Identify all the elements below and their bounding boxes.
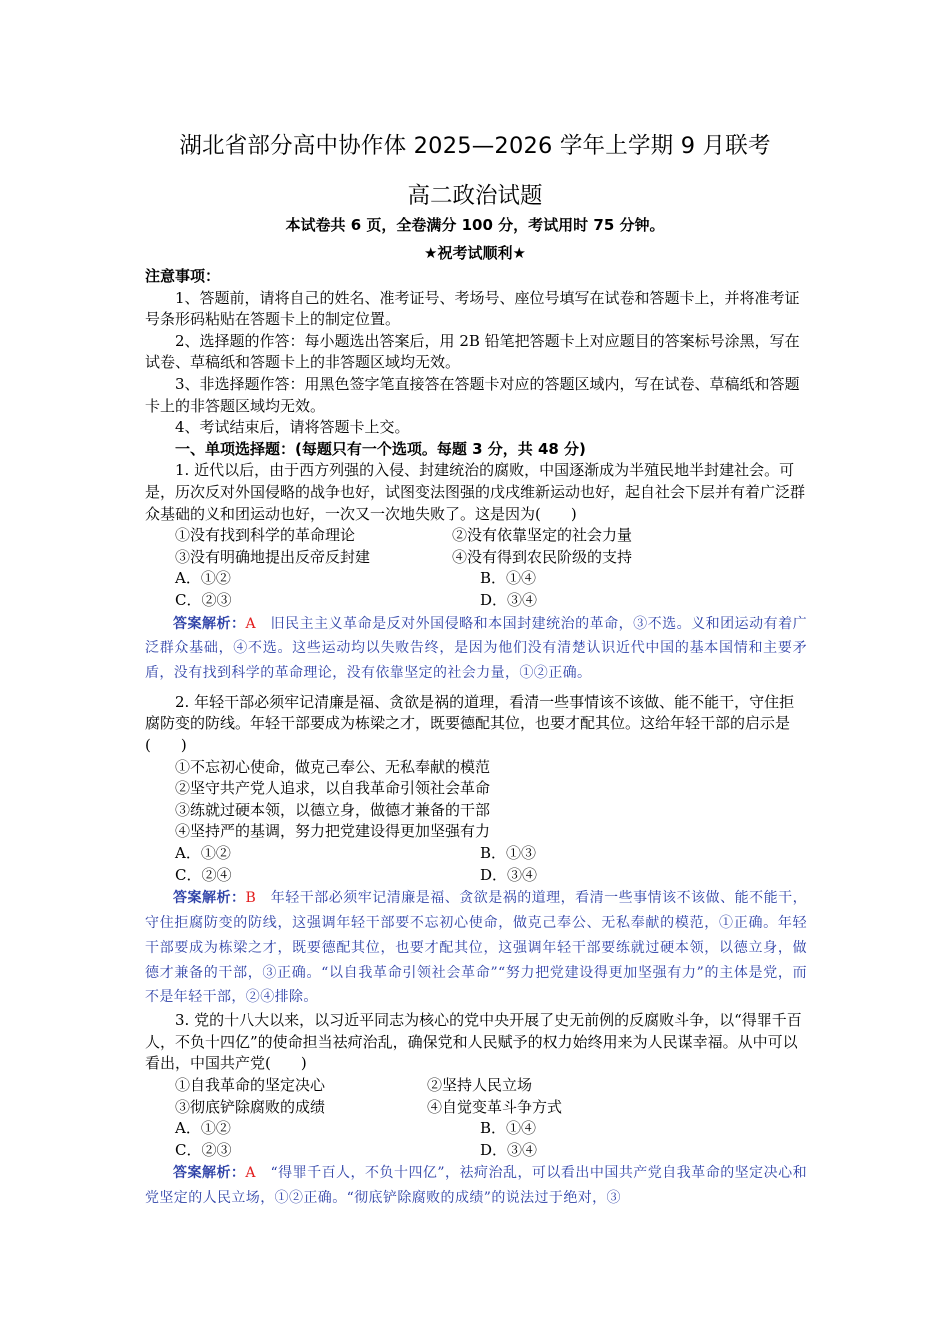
question-stem: 3. 党的十八大以来，以习近平同志为核心的党中央开展了史无前例的反腐败斗争，以“得罪千百人，不负十四亿”的使命担当祛疴治乱，确保党和人民赋予的权力始终用来为人民谋幸福。从中可以看出，中国共产党( ) — [145, 1011, 802, 1073]
statement: ③没有明确地提出反帝反封建 — [175, 547, 371, 566]
choice-row — [145, 568, 807, 590]
answer-text: “得罪千百人，不负十四亿”，祛疴治乱，可以看出中国共产党自我革命的坚定决心和党坚定的人民立场，①②正确。“彻底铲除腐败的成绩”的说法过于绝对，③ — [145, 1165, 807, 1207]
section-heading: 一、单项选择题：(每题只有一个选项。每题 3 分，共 48 分) — [175, 439, 586, 458]
choice-d: D．③④ — [480, 1140, 538, 1159]
choice-a: A．①② — [175, 1119, 231, 1138]
choice-a: A．①② — [175, 844, 231, 863]
exam-title: 湖北省部分高中协作体 2025—2026 学年上学期 9 月联考 — [179, 133, 771, 159]
choice-row — [145, 843, 807, 865]
answer-key: A — [245, 615, 257, 632]
notice-item: 2、选择题的作答：每小题选出答案后，用 2B 铅笔把答题卡上对应题目的答案标号涂黑，写在试卷、草稿纸和答题卡上的非答题区域均无效。 — [145, 331, 800, 372]
answer-explanation — [145, 886, 807, 1010]
answer-key: A — [245, 1165, 256, 1182]
exam-info: 本试卷共 6 页，全卷满分 100 分，考试用时 75 分钟。 — [285, 216, 665, 234]
notice-item: 1、答题前，请将自己的姓名、准考证号、考场号、座位号填写在试卷和答题卡上，并将准考证号条形码粘贴在答题卡上的制定位置。 — [145, 288, 800, 329]
choice-c: C．②③ — [175, 1140, 232, 1159]
choice-a: A．①② — [175, 569, 231, 588]
statement: ④没有得到农民阶级的支持 — [452, 547, 633, 566]
statement: ②坚持人民立场 — [427, 1076, 533, 1094]
choice-d: D．③④ — [480, 865, 538, 884]
choice-row — [145, 1140, 807, 1162]
exam-content — [145, 266, 807, 1211]
question-2 — [145, 692, 807, 1010]
statement: ②没有依靠坚定的社会力量 — [452, 526, 633, 545]
answer-explanation — [145, 612, 807, 686]
statement: ①不忘初心使命，做克己奉公、无私奉献的模范 — [175, 757, 491, 776]
statement: ③练就过硬本领，以德立身，做德才兼备的干部 — [175, 800, 491, 819]
choice-c: C．②③ — [175, 590, 232, 609]
answer-text: 年轻干部必须牢记清廉是福、贪欲是祸的道理，看清一些事情该不该做、能不能干，守住拒腐防变的防线，这强调年轻干部要不忘初心使命，做克己奉公、无私奉献的模范，①正确。年轻干部要成为栋梁之才，既要德配其位，也要才配其位，这强调年轻干部要练就过硬本领，以德立身，做德才兼备的干部，③正确。“以自我革命引领社会革命”“努力把党建设得更加坚强有力”的主体是党，而不是年轻干部，②④排除。 — [145, 890, 807, 1006]
statement: ①自我革命的坚定决心 — [175, 1076, 326, 1094]
choice-b: B．①③ — [480, 844, 537, 863]
question-stem: 2. 年轻干部必须牢记清廉是福、贪欲是祸的道理，看清一些事情该不该做、能不能干，守住拒腐防变的防线。年轻干部要成为栋梁之才，既要德配其位，也要才配其位。这给年轻干部的启示是( ) — [145, 692, 795, 755]
choice-row — [145, 590, 807, 612]
answer-explanation — [145, 1161, 807, 1211]
statement-row — [145, 525, 807, 547]
exam-subtitle: 高二政治试题 — [407, 183, 543, 209]
answer-label: 答案解析： — [173, 890, 246, 907]
question-1 — [145, 460, 807, 686]
statement: ②坚守共产党人追求，以自我革命引领社会革命 — [175, 779, 491, 798]
question-3 — [145, 1010, 807, 1211]
choice-b: B．①④ — [480, 1119, 537, 1138]
question-stem: 1. 近代以后，由于西方列强的入侵、封建统治的腐败，中国逐渐成为半殖民地半封建社会。可是，历次反对外国侵略的战争也好，试图变法图强的戊戌维新运动也好，起自社会下层并有着广泛群众基础的义和团运动也好，一次又一次地失败了。这是因为( ) — [145, 461, 806, 523]
choice-d: D．③④ — [480, 590, 538, 609]
statement-row — [145, 1075, 807, 1097]
statement: ④坚持严的基调，努力把党建设得更加坚强有力 — [175, 822, 491, 841]
answer-label: 答案解析： — [173, 1165, 246, 1182]
notice-item: 4、考试结束后，请将答题卡上交。 — [175, 418, 410, 437]
statement: ④自觉变革斗争方式 — [427, 1097, 563, 1116]
notice-item: 3、非选择题作答：用黑色签字笔直接答在答题卡对应的答题区域内，写在试卷、草稿纸和答题卡上的非答题区域均无效。 — [145, 374, 800, 415]
choice-row — [145, 865, 807, 887]
notice-heading: 注意事项： — [145, 267, 221, 285]
statement: ③彻底铲除腐败的成绩 — [175, 1097, 326, 1116]
choice-row — [145, 1118, 807, 1140]
choice-b: B．①④ — [480, 569, 537, 588]
choice-c: C．②④ — [175, 865, 232, 884]
statement-row — [145, 1097, 807, 1119]
answer-text: 旧民主主义革命是反对外国侵略和本国封建统治的革命，③不选。义和团运动有着广泛群众基础，④不选。这些运动均以失败告终，是因为他们没有清楚认识近代中国的基本国情和主要矛盾，没有找到科学的革命理论，没有依靠坚定的社会力量，①②正确。 — [145, 615, 807, 682]
exam-wish: ★祝考试顺利★ — [424, 244, 526, 262]
statement-row — [145, 547, 807, 569]
statement: ①没有找到科学的革命理论 — [175, 526, 356, 545]
answer-label: 答案解析： — [173, 615, 246, 632]
answer-key: B — [245, 890, 257, 907]
